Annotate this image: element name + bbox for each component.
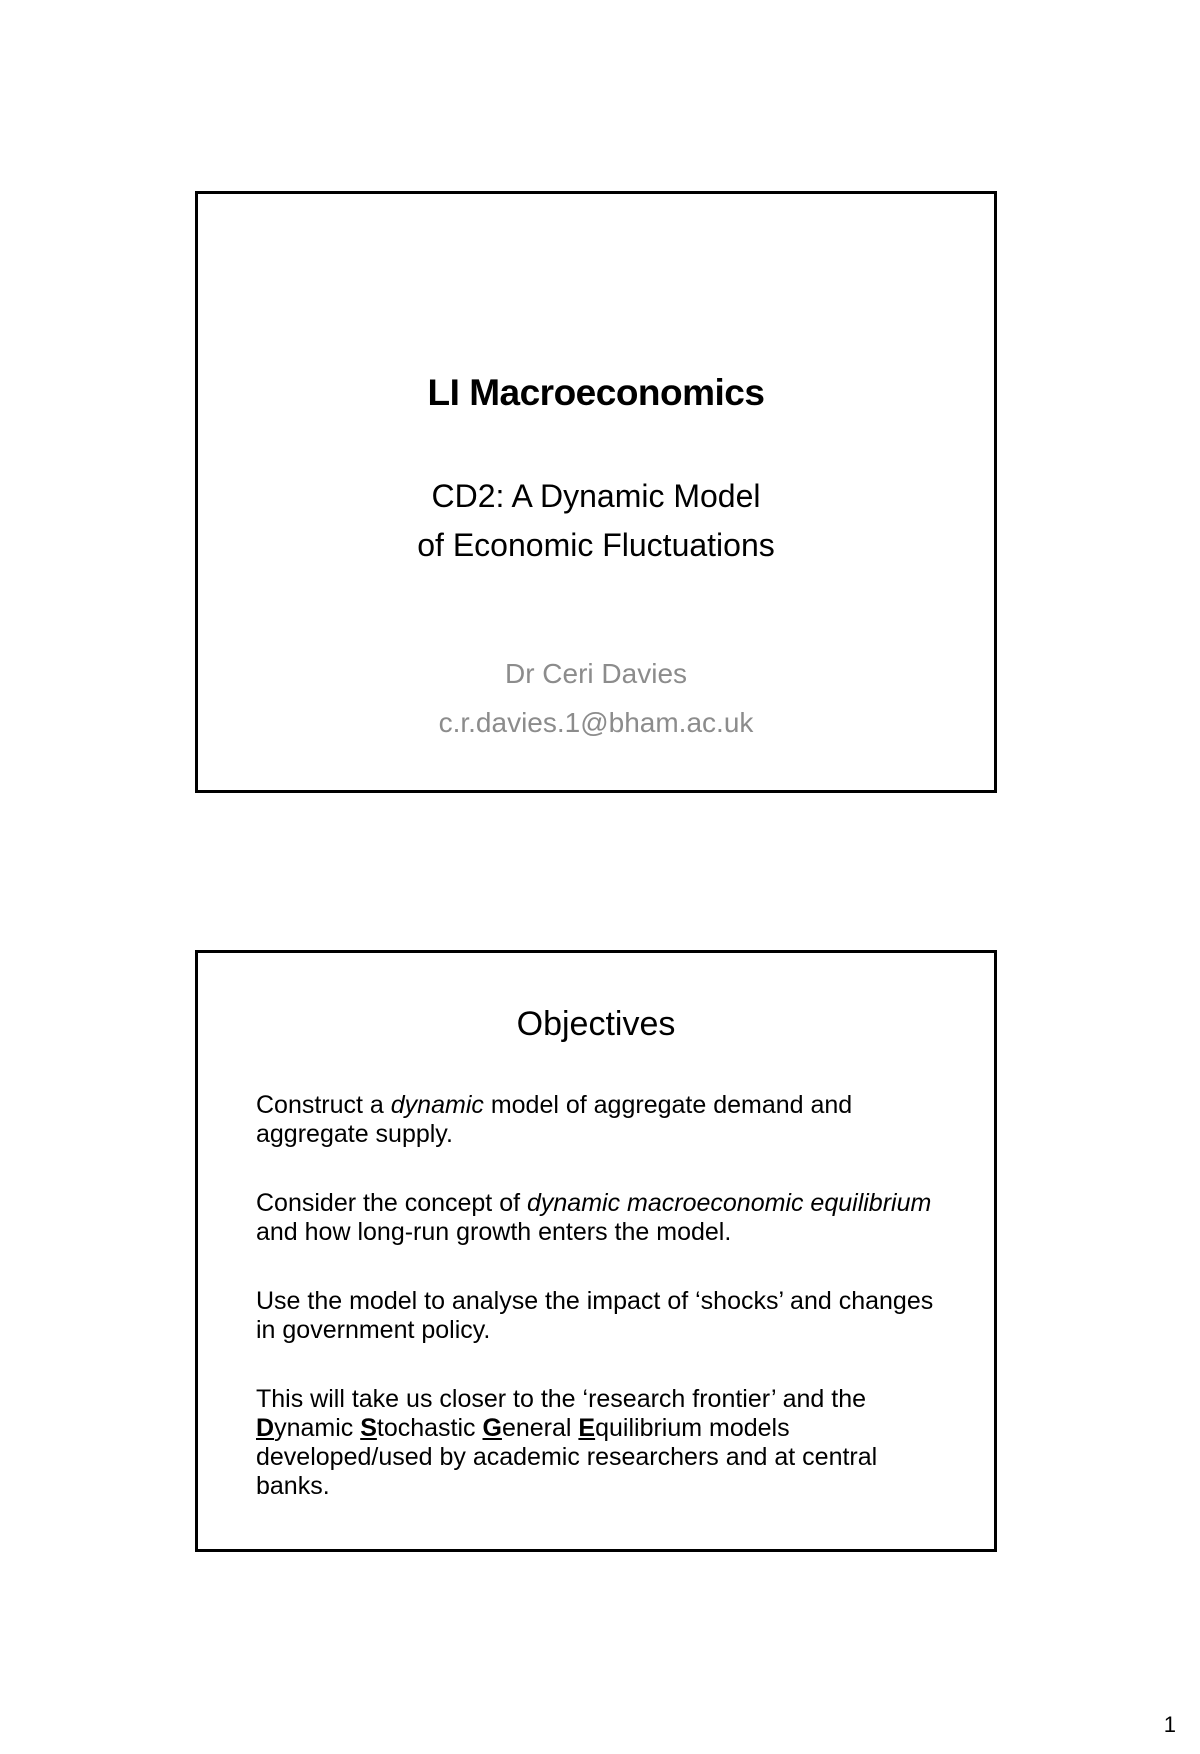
slide-subtitle	[198, 472, 994, 570]
objective-item-1: Construct a dynamic model of aggregate demand and aggregate supply.	[256, 1091, 853, 1148]
objectives-slide	[195, 950, 997, 1552]
objective-item-4: This will take us closer to the ‘research frontier’ and the Dynamic Stochastic General Equilibrium models developed/used by academic researchers and at central banks.	[256, 1385, 878, 1500]
slide-title: LI Macroeconomics	[427, 372, 765, 413]
objectives-list	[256, 1091, 954, 1541]
subtitle-line-2: of Economic Fluctuations	[417, 527, 775, 563]
objective-item-3: Use the model to analyse the impact of ‘shocks’ and changes in government policy.	[256, 1287, 934, 1344]
acronym-letter-d: D	[256, 1414, 275, 1442]
emphasis-text: dynamic macroeconomic equilibrium	[527, 1189, 932, 1217]
acronym-letter-s: S	[360, 1414, 377, 1442]
title-slide	[195, 191, 997, 793]
acronym-letter-e: E	[578, 1414, 596, 1442]
emphasis-text: dynamic	[390, 1091, 484, 1119]
objective-item-2: Consider the concept of dynamic macroeconomic equilibrium and how long-run growth enters the model.	[256, 1189, 932, 1246]
objectives-title: Objectives	[516, 1005, 676, 1043]
author-email: c.r.davies.1@bham.ac.uk	[438, 707, 754, 738]
acronym-letter-g: G	[482, 1414, 502, 1442]
author-block	[198, 649, 994, 747]
page-number: 1	[1163, 1712, 1176, 1737]
author-name: Dr Ceri Davies	[504, 658, 688, 689]
subtitle-line-1: CD2: A Dynamic Model	[431, 478, 761, 514]
